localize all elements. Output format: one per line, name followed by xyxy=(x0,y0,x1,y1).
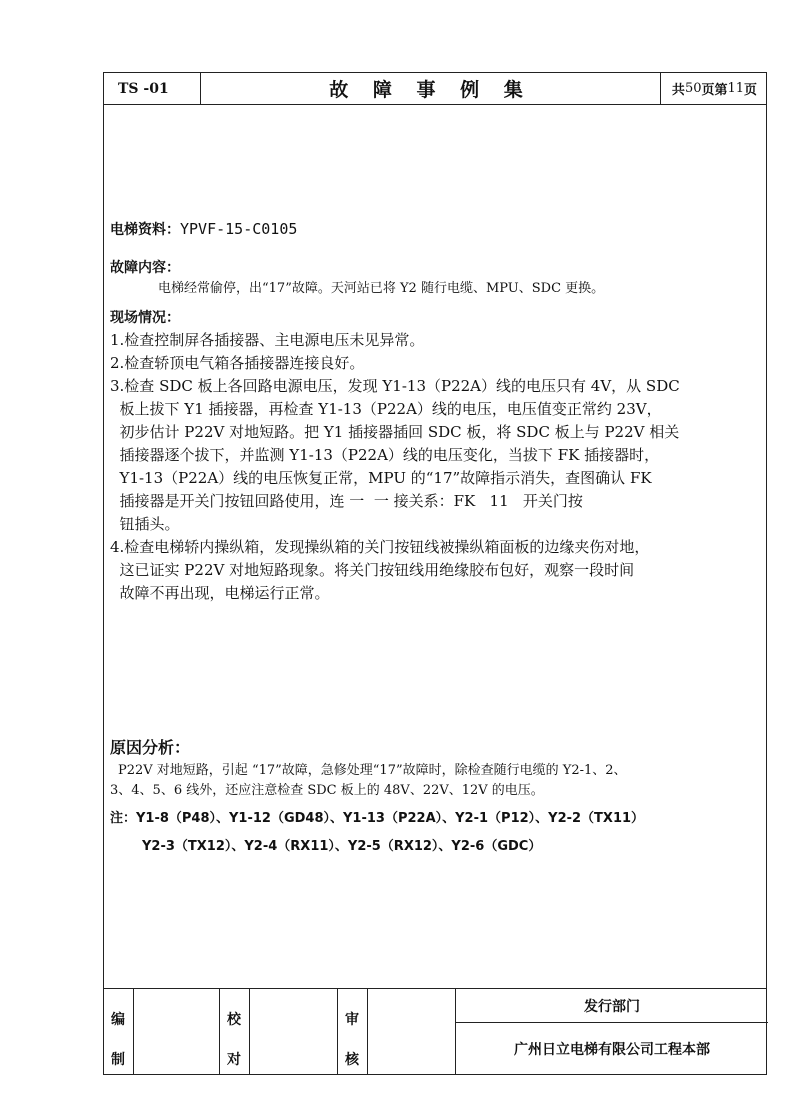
site-line: 1.检查控制屏各插接器、主电源电压未见异常。 xyxy=(110,331,425,349)
document-code: TS -01 xyxy=(104,73,201,104)
fault-text: 电梯经常偷停，出“17”故障。天河站已将 Y2 随行电缆、MPU、SDC 更换。 xyxy=(158,281,605,296)
page-mid: 页第 xyxy=(701,83,728,98)
site-line: 钮插头。 xyxy=(110,515,180,533)
header-row xyxy=(104,73,766,105)
page-indicator xyxy=(661,73,768,104)
jiaodui-char-2: 对 xyxy=(227,1052,241,1068)
jiaodui-char-1: 校 xyxy=(227,1012,241,1028)
site-line: 这已证实 P22V 对地短路现象。将关门按钮线用绝缘胶布包好，观察一段时间 xyxy=(110,561,635,579)
site-line: 4.检查电梯轿内操纵箱，发现操纵箱的关门按钮线被操纵箱面板的边缘夹伤对地， xyxy=(110,538,650,556)
analysis-note: 注：Y1-8（P48）、Y1-12（GD48）、Y1-13（P22A）、Y2-1（P12）、Y2-2（TX11） xyxy=(110,811,645,826)
site-heading: 现场情况： xyxy=(110,310,180,326)
shenhe-value-cell xyxy=(368,989,456,1074)
analysis-heading: 原因分析： xyxy=(110,738,191,757)
page-total: 50 xyxy=(684,81,702,96)
jiaodui-value-cell xyxy=(250,989,338,1074)
issuing-department xyxy=(456,989,768,1074)
elevator-info xyxy=(110,219,297,239)
document-title: 故 障 事 例 集 xyxy=(201,73,661,104)
site-line: 板上拔下 Y1 插接器，再检查 Y1-13（P22A）线的电压，电压值变正常约 23V， xyxy=(110,400,662,418)
document-frame xyxy=(103,72,767,1075)
fault-heading: 故障内容： xyxy=(110,260,180,276)
site-line: 插接器是开关门按钮回路使用，连 一 一 接关系：FK 11 开关门按 xyxy=(110,492,583,510)
analysis-note: Y2-3（TX12）、Y2-4（RX11）、Y2-5（RX12）、Y2-6（GDC） xyxy=(142,839,542,854)
bianzhi-value-cell xyxy=(134,989,220,1074)
elevator-info-label: 电梯资料： xyxy=(110,222,180,238)
issuing-department-name: 广州日立电梯有限公司工程本部 xyxy=(514,1042,710,1058)
bianzhi-char-2: 制 xyxy=(111,1052,125,1068)
site-line: Y1-13（P22A）线的电压恢复正常，MPU 的“17”故障指示消失，查图确认 FK xyxy=(110,469,652,487)
analysis-line: P22V 对地短路，引起 “17”故障，急修处理“17”故障时，除检查随行电缆的 Y2-1、2、 xyxy=(118,763,627,778)
bianzhi-char-1: 编 xyxy=(111,1012,125,1028)
site-line: 故障不再出现，电梯运行正常。 xyxy=(110,584,330,602)
site-line: 插接器逐个拔下，并监测 Y1-13（P22A）线的电压变化，当拔下 FK 插接器时， xyxy=(110,446,660,464)
analysis-line: 3、4、5、6 线外，还应注意检查 SDC 板上的 48V、22V、12V 的电压。 xyxy=(110,783,544,798)
page-total-prefix: 共 xyxy=(671,83,685,98)
site-line: 3.检查 SDC 板上各回路电源电压，发现 Y1-13（P22A）线的电压只有 4V，从 SDC xyxy=(110,377,680,395)
page-suffix: 页 xyxy=(744,83,758,98)
elevator-info-value: YPVF-15-C0105 xyxy=(180,220,298,238)
shenhe-char-2: 核 xyxy=(345,1052,359,1068)
page-current: 11 xyxy=(727,81,745,96)
issuing-department-label: 发行部门 xyxy=(456,989,768,1023)
site-line: 初步估计 P22V 对地短路。把 Y1 插接器插回 SDC 板，将 SDC 板上与 P22V 相关 xyxy=(110,423,680,441)
shenhe-char-1: 审 xyxy=(345,1012,359,1028)
approval-footer xyxy=(104,988,766,1074)
site-line: 2.检查轿顶电气箱各插接器连接良好。 xyxy=(110,354,365,372)
